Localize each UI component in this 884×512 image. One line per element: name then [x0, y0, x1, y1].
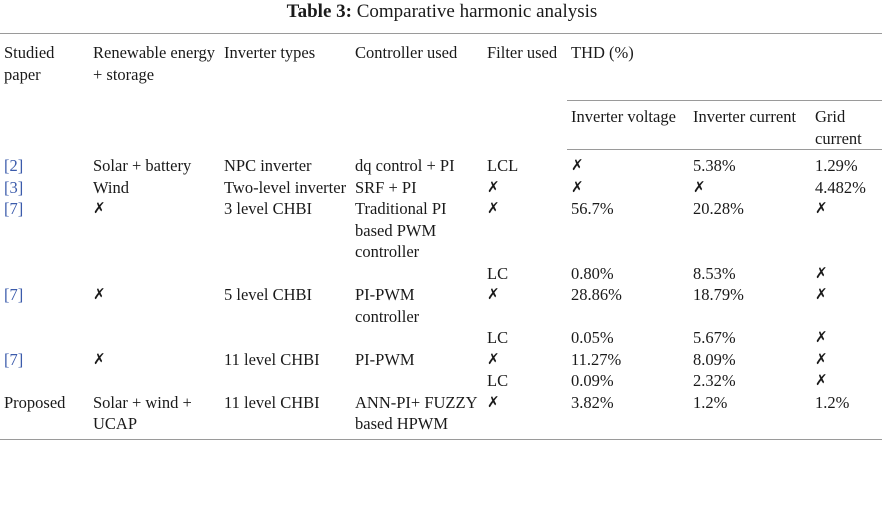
table-row: [0, 284, 882, 327]
grid-current-cell: 1.29%: [815, 156, 858, 175]
table-row: [0, 150, 882, 177]
filter-cell: ✗: [483, 392, 567, 440]
caption-title: Comparative harmonic analysis: [356, 1, 598, 22]
inverter-voltage-cell: 56.7%: [571, 199, 614, 218]
controller-cell: [351, 263, 483, 285]
inverter-cell: 11 level CHBI: [220, 392, 351, 440]
inverter-cell: Two-level inverter: [224, 177, 347, 197]
ref-cell: Proposed: [0, 392, 89, 440]
energy-cell: Solar + battery: [93, 155, 192, 175]
inverter-voltage-cell: 0.09%: [571, 371, 614, 390]
header-thd: THD (%): [567, 34, 882, 101]
filter-cell: LC: [487, 328, 509, 347]
energy-cell: Solar + wind + UCAP: [89, 392, 220, 440]
table-row: [0, 349, 882, 371]
ref-cell: [0, 327, 89, 349]
grid-current-cell: ✗: [815, 349, 828, 368]
table-row: [0, 327, 882, 349]
filter-cell: ✗: [487, 285, 500, 303]
inverter-voltage-cell: 28.86%: [571, 285, 622, 304]
controller-cell: PI-PWM controller: [355, 285, 420, 326]
filter-cell: ✗: [487, 349, 500, 368]
inverter-voltage-cell: ✗: [571, 156, 584, 174]
energy-cell: ✗: [93, 199, 106, 217]
filter-cell: LCL: [487, 155, 519, 175]
energy-cell: [89, 370, 220, 392]
inverter-current-cell: 8.53%: [693, 263, 736, 283]
header-grid-current: Grid current: [811, 101, 882, 150]
header-inverter-voltage: Inverter voltage: [567, 101, 689, 150]
table-row: [0, 263, 882, 285]
ref-cell[interactable]: [7]: [4, 199, 24, 218]
inverter-voltage-cell: 0.05%: [571, 328, 614, 347]
controller-cell: [351, 327, 483, 349]
table-row: [0, 392, 882, 440]
harmonic-table: [0, 33, 882, 440]
inverter-cell: 11 level CHBI: [224, 349, 320, 369]
ref-cell: [0, 263, 89, 285]
table-row: [0, 198, 882, 263]
inverter-voltage-cell: 0.80%: [571, 263, 614, 283]
energy-cell: [89, 263, 220, 285]
grid-current-cell: ✗: [815, 371, 828, 389]
grid-current-cell: ✗: [815, 263, 828, 282]
grid-current-cell: ✗: [815, 285, 828, 303]
inverter-current-cell: 2.32%: [693, 371, 736, 390]
table-row: [0, 370, 882, 392]
filter-cell: ✗: [487, 177, 500, 196]
inverter-cell: [220, 263, 351, 285]
inverter-cell: 5 level CHBI: [224, 285, 312, 304]
ref-cell[interactable]: [3]: [4, 177, 24, 197]
controller-cell: ANN-PI+ FUZZY based HPWM: [351, 392, 483, 440]
inverter-current-cell: 20.28%: [693, 199, 744, 218]
ref-cell[interactable]: [7]: [4, 349, 24, 369]
inverter-voltage-cell: 3.82%: [567, 392, 689, 440]
controller-cell: Traditional PI based PWM controller: [355, 199, 447, 261]
inverter-current-cell: 5.38%: [693, 156, 736, 175]
controller-cell: dq control + PI: [355, 155, 455, 175]
header-inverter-current: Inverter current: [689, 101, 811, 150]
header-studied-paper: Studied paper: [0, 34, 89, 150]
controller-cell: PI-PWM: [355, 349, 415, 369]
controller-cell: [351, 370, 483, 392]
energy-cell: ✗: [93, 349, 106, 368]
grid-current-cell: ✗: [815, 199, 828, 217]
ref-cell: [0, 370, 89, 392]
inverter-cell: NPC inverter: [224, 155, 312, 175]
table-row: [0, 177, 882, 199]
filter-cell: ✗: [487, 199, 500, 217]
inverter-current-cell: ✗: [693, 177, 706, 196]
inverter-current-cell: 5.67%: [693, 328, 736, 347]
energy-cell: ✗: [93, 285, 106, 303]
inverter-cell: [220, 370, 351, 392]
ref-cell[interactable]: [7]: [4, 285, 24, 304]
inverter-voltage-cell: 11.27%: [571, 349, 622, 369]
header-inverter-types: Inverter types: [220, 34, 351, 150]
inverter-current-cell: 8.09%: [693, 349, 736, 369]
inverter-current-cell: 1.2%: [689, 392, 811, 440]
ref-cell[interactable]: [2]: [4, 155, 24, 175]
inverter-voltage-cell: ✗: [571, 177, 584, 196]
energy-cell: Wind: [93, 177, 129, 197]
caption-label: Table 3:: [286, 1, 352, 22]
grid-current-cell: 4.482%: [815, 177, 866, 197]
inverter-cell: [220, 327, 351, 349]
filter-cell: LC: [487, 263, 509, 283]
controller-cell: SRF + PI: [355, 177, 417, 197]
inverter-cell: 3 level CHBI: [224, 199, 312, 218]
energy-cell: [89, 327, 220, 349]
table-caption: [0, 1, 884, 23]
table-body: [0, 150, 882, 440]
grid-current-cell: ✗: [815, 328, 828, 346]
inverter-current-cell: 18.79%: [693, 285, 744, 304]
filter-cell: LC: [487, 371, 509, 390]
header-controller: Controller used: [351, 34, 483, 150]
header-filter: Filter used: [483, 34, 567, 150]
grid-current-cell: 1.2%: [811, 392, 882, 440]
header-renewable: Renewable energy + storage: [89, 34, 220, 150]
